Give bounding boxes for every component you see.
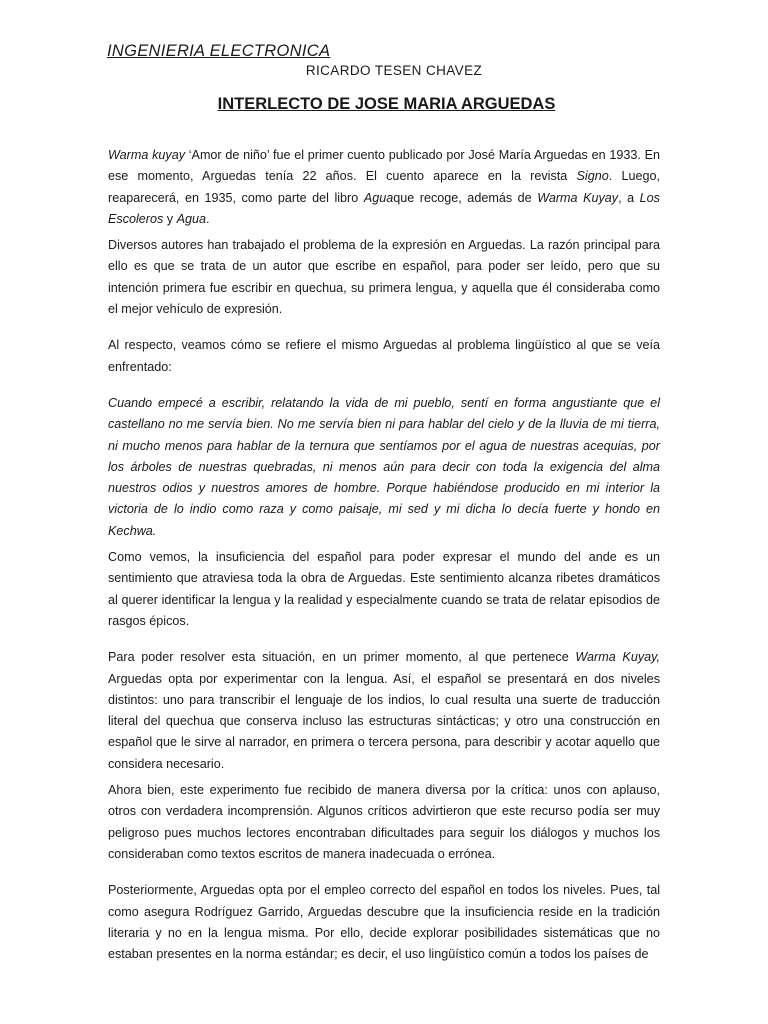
document-title: INTERLECTO DE JOSE MARIA ARGUEDAS (217, 95, 556, 113)
paragraph-8: Posteriormente, Arguedas opta por el empleo correcto del español en todos los niveles. Pues, tal como asegura Rodríguez Garrido, Arguedas descubre que la insuficiencia reside en la tradición literaria y no en la lengua misma. Por ello, decide explorar posibilidades sistemáticas que no estaban presentes en la norma estándar; es decir, el uso lingüístico común a todos los países de (108, 883, 660, 962)
paragraph-text: y (163, 211, 177, 226)
work-title: Los Escoleros (108, 190, 660, 226)
paragraph-3: Al respecto, veamos cómo se refiere el mismo Arguedas al problema lingüístico al que se veía enfrentado: (108, 338, 660, 374)
header-author: RICARDO TESEN CHAVEZ (305, 63, 483, 78)
paragraph-2: Diversos autores han trabajado el problema de la expresión en Arguedas. La razón principal para ello es que se trata de un autor que escribe en español, para poder ser leído, pero que su intención primera fue escribir en quechua, su primera lengua, y aquella que él consideraba como el mejor vehículo de expresión. (108, 238, 660, 317)
header-department: INGENIERIA ELECTRONICA (107, 42, 331, 60)
paragraph-text: que recoge, además de (393, 190, 538, 205)
work-title: Signo (576, 169, 609, 184)
work-title: Warma Kuyay, (575, 650, 660, 665)
paragraph-text: Arguedas opta por experimentar con la lengua. Así, el español se presentará en dos niveles distintos: uno para transcribir el lenguaje de los indios, lo cual resulta una suerte de traducción literal del quechua que conserva incluso las estructuras sintácticas; y otro una construcción en español que le sirve al narrador, en primera o tercera persona, para describir y acotar aquello que considera necesario. (108, 671, 660, 771)
paragraph-text: . (206, 211, 210, 226)
work-title: Warma kuyay (108, 148, 185, 162)
paragraph-7: Ahora bien, este experimento fue recibido de manera diversa por la crítica: unos con aplauso, otros con verdadera incomprensión. Algunos críticos advirtieron que este recurso podía ser muy peligroso pues muchos lectores encontraban dificultades para seguir los diálogos y muchos los consideraban como textos escritos de manera inadecuada o errónea. (108, 783, 660, 861)
paragraph-text: , a (618, 190, 640, 205)
paragraph-text: ‘Amor de niño’ fue el primer cuento publicado por José María Arguedas en 1933. En ese momento, Arguedas tenía 22 años. El cuento aparece en la revista (108, 148, 660, 184)
document-body (108, 145, 660, 965)
work-title: Agua (176, 211, 207, 226)
paragraph-text: Para poder resolver esta situación, en un primer momento, al que pertenece (108, 650, 576, 665)
paragraph-5: Como vemos, la insuficiencia del español para poder expresar el mundo del ande es un sentimiento que atraviesa toda la obra de Arguedas. Este sentimiento alcanza ribetes dramáticos al querer identificar la lengua y la realidad y especialmente cuando se trata de relatar episodios de rasgos épicos. (108, 550, 660, 628)
work-title: Warma Kuyay (537, 190, 619, 205)
paragraph-6 (108, 647, 660, 775)
work-title: Agua (363, 190, 394, 205)
paragraph-text: . Luego, reaparecerá, en 1935, como parte del libro (108, 169, 660, 205)
paragraph-1 (108, 145, 660, 230)
quote-paragraph: Cuando empecé a escribir, relatando la vida de mi pueblo, sentí en forma angustiante que el castellano no me servía bien. No me servía bien ni para hablar del cielo y de la lluvia de mi tierra, ni mucho menos para hablar de la ternura que sentíamos por el agua de nuestras acequias, por los árboles de nuestras quebradas, ni menos aún para decir con toda la exigencia del alma nuestros odios y nuestros amores de hombre. Porque habiéndose producido en mi interior la victoria de lo indio como raza y como paisaje, mi sed y mi dicha lo decía fuerte y hondo en Kechwa. (108, 395, 660, 538)
